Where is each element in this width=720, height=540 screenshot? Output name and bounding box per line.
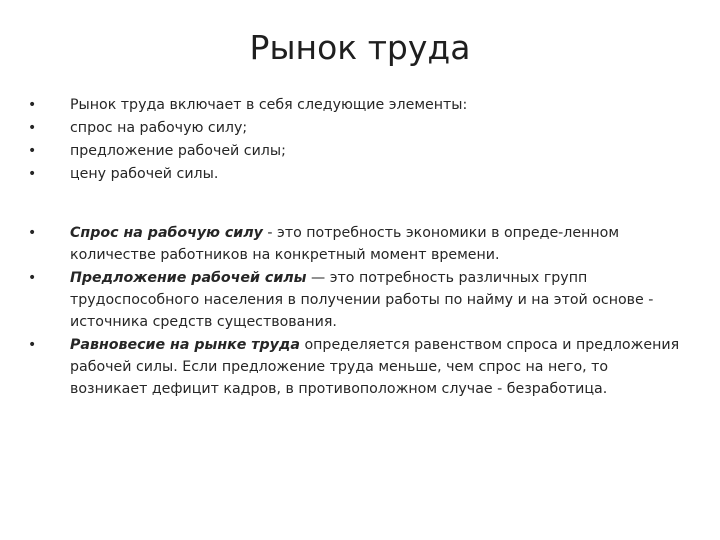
definition-text: определяется равенством спроса и предложения рабочей силы. Если предложение труда меньше, чем спрос на него, то возникает дефицит кадров, в противоположном случае - безработица. — [70, 337, 680, 397]
definition-term: Спрос на рабочую силу — [70, 225, 263, 241]
bullet-icon: • — [28, 143, 37, 159]
bullet-icon: • — [28, 97, 37, 113]
list-item — [28, 94, 688, 116]
bullet-icon: • — [28, 270, 37, 286]
list-item-text: цену рабочей силы. — [70, 166, 219, 182]
bullet-icon: • — [28, 120, 37, 136]
list-item-text: спрос на рабочую силу; — [70, 120, 248, 136]
definition-item — [28, 222, 688, 266]
list-item-text: Рынок труда включает в себя следующие элементы: — [70, 97, 468, 113]
definition-term: Равновесие на рынке труда — [70, 337, 300, 353]
definitions-list — [28, 222, 688, 401]
list-item — [28, 140, 688, 162]
bullet-icon: • — [28, 166, 37, 182]
list-item — [28, 117, 688, 139]
definition-text: - это потребность экономики в опреде-ленном количестве работников на конкретный момент времени. — [70, 225, 620, 263]
bullet-icon: • — [28, 337, 37, 353]
definition-item — [28, 267, 688, 333]
bullet-icon: • — [28, 225, 37, 241]
elements-list — [28, 94, 688, 186]
list-item-text: предложение рабочей силы; — [70, 143, 286, 159]
slide-title: Рынок труда — [249, 28, 471, 67]
definition-term: Предложение рабочей силы — [70, 270, 307, 286]
definition-text: — это потребность различных групп трудоспособного населения в получении работы по найму и на этой основе - источника средств существования. — [70, 270, 654, 330]
list-item — [28, 163, 688, 185]
definition-item — [28, 334, 688, 400]
